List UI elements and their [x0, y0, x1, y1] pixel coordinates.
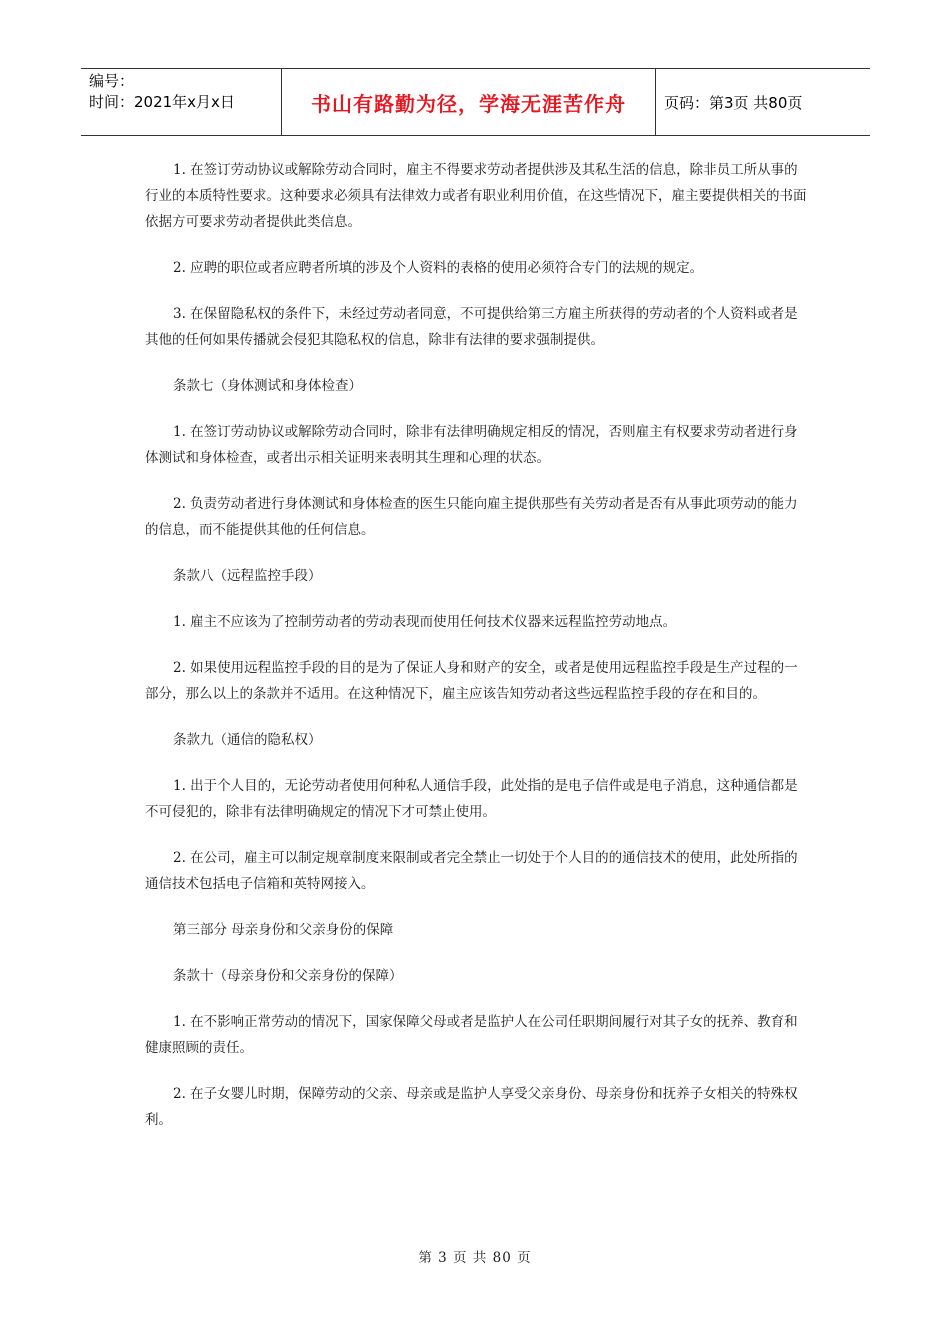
document-body [145, 157, 807, 1153]
section-heading: 条款九（通信的隐私权） [173, 732, 322, 748]
paragraph: 1. 雇主不应该为了控制劳动者的劳动表现而使用任何技术仪器来远程监控劳动地点。 [173, 614, 677, 630]
paragraph: 2. 应聘的职位或者应聘者所填的涉及个人资料的表格的使用必须符合专门的法规的规定。 [173, 260, 704, 276]
page-footer: 第 3 页 共 80 页 [418, 1250, 532, 1266]
header-page-info: 页码：第3页 共80页 [664, 93, 803, 112]
paragraph: 1. 出于个人目的，无论劳动者使用何种私人通信手段，此处指的是电子信件或是电子消息，这种通信都是不可侵犯的，除非有法律明确规定的情况下才可禁止使用。 [145, 778, 798, 820]
paragraph: 2. 在公司，雇主可以制定规章制度来限制或者完全禁止一切处于个人目的的通信技术的使用，此处所指的通信技术包括电子信箱和英特网接入。 [145, 850, 798, 892]
section-heading: 条款十（母亲身份和父亲身份的保障） [173, 968, 403, 984]
page-header [81, 68, 870, 136]
paragraph: 2. 在子女婴儿时期，保障劳动的父亲、母亲或是监护人享受父亲身份、母亲身份和抚养子女相关的特殊权利。 [145, 1086, 798, 1128]
paragraph: 1. 在不影响正常劳动的情况下，国家保障父母或者是监护人在公司任职期间履行对其子女的抚养、教育和健康照顾的责任。 [145, 1014, 798, 1056]
part-heading: 第三部分 母亲身份和父亲身份的保障 [173, 922, 394, 938]
section-heading: 条款七（身体测试和身体检查） [173, 378, 362, 394]
paragraph: 2. 负责劳动者进行身体测试和身体检查的医生只能向雇主提供那些有关劳动者是否有从事此项劳动的能力的信息，而不能提供其他的任何信息。 [145, 496, 798, 538]
paragraph: 1. 在签订劳动协议或解除劳动合同时，除非有法律明确规定相反的情况，否则雇主有权要求劳动者进行身体测试和身体检查，或者出示相关证明来表明其生理和心理的状态。 [145, 424, 798, 466]
header-motto: 书山有路勤为径，学海无涯苦作舟 [282, 69, 656, 135]
document-date-label: 时间：2021年x月x日 [89, 93, 235, 111]
section-heading: 条款八（远程监控手段） [173, 568, 322, 584]
paragraph: 2. 如果使用远程监控手段的目的是为了保证人身和财产的安全，或者是使用远程监控手段是生产过程的一部分，那么以上的条款并不适用。在这种情况下，雇主应该告知劳动者这些远程监控手段的存在和目的。 [145, 660, 798, 702]
paragraph: 3. 在保留隐私权的条件下，未经过劳动者同意，不可提供给第三方雇主所获得的劳动者的个人资料或者是其他的任何如果传播就会侵犯其隐私权的信息，除非有法律的要求强制提供。 [145, 306, 798, 348]
paragraph: 1. 在签订劳动协议或解除劳动合同时，雇主不得要求劳动者提供涉及其私生活的信息，除非员工所从事的行业的本质特性要求。这种要求必须具有法律效力或者有职业利用价值，在这些情况下，雇主要提供相关的书面依据方可要求劳动者提供此类信息。 [145, 162, 807, 230]
document-number-label: 编号： [89, 72, 135, 90]
header-meta [81, 69, 282, 135]
